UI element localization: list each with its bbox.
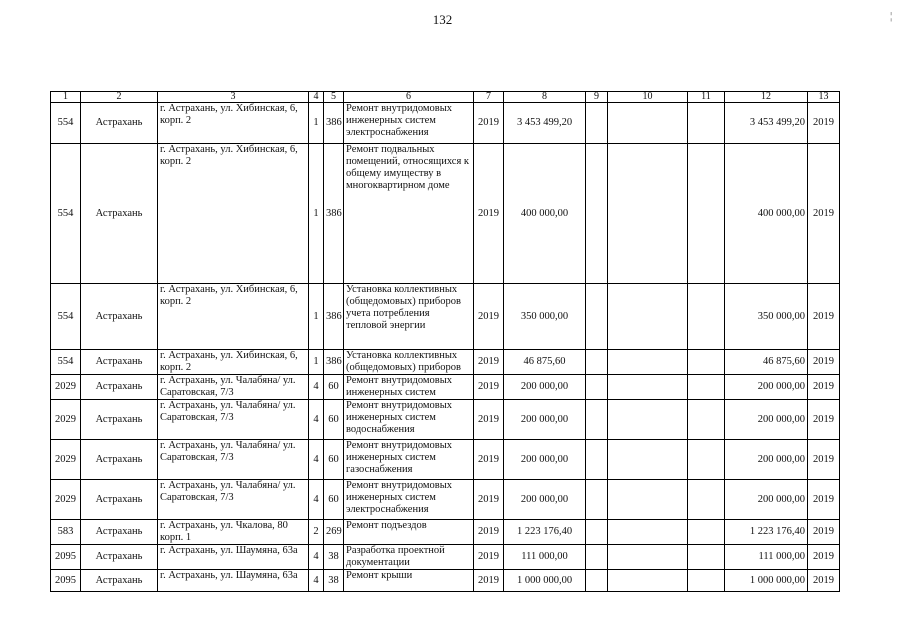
cell-apartments: 269 [324,520,344,545]
cell-col11 [688,103,725,144]
cell-number: 583 [51,520,81,545]
cell-city: Астрахань [81,144,158,284]
cell-year: 2019 [474,480,504,520]
cell-address: г. Астрахань, ул. Хибинская, 6, корп. 2 [158,284,309,350]
cell-total: 350 000,00 [725,284,808,350]
cell-address: г. Астрахань, ул. Чалабяна/ ул. Саратовская, 7/3 [158,480,309,520]
cell-col11 [688,375,725,400]
cell-address: г. Астрахань, ул. Чалабяна/ ул. Саратовская, 7/3 [158,400,309,440]
cell-number: 2029 [51,375,81,400]
cell-city: Астрахань [81,400,158,440]
cell-col11 [688,520,725,545]
cell-apartments: 386 [324,350,344,375]
cell-col11 [688,350,725,375]
cell-col9 [586,400,608,440]
cell-col11 [688,480,725,520]
cell-col10 [608,545,688,570]
cell-period: 2019 [808,440,840,480]
cell-cost: 350 000,00 [504,284,586,350]
cell-address: г. Астрахань, ул. Чалабяна/ ул. Саратовская, 7/3 [158,375,309,400]
table-row [51,350,840,375]
page-number: 132 [432,12,453,27]
cell-city: Астрахань [81,570,158,592]
table-row [51,480,840,520]
cell-address: г. Астрахань, ул. Хибинская, 6, корп. 2 [158,144,309,284]
cell-number: 2029 [51,400,81,440]
cell-floors: 1 [309,144,324,284]
cell-col9 [586,570,608,592]
cell-number: 2029 [51,480,81,520]
cell-apartments: 38 [324,570,344,592]
table-row [51,103,840,144]
cell-total: 200 000,00 [725,480,808,520]
table-row [51,400,840,440]
cell-total: 111 000,00 [725,545,808,570]
cell-work-type: Ремонт крыши [344,570,474,592]
cell-col9 [586,350,608,375]
cell-number: 554 [51,144,81,284]
cell-floors: 4 [309,480,324,520]
cell-year: 2019 [474,350,504,375]
cell-col11 [688,284,725,350]
cell-col9 [586,144,608,284]
cell-col10 [608,520,688,545]
cell-cost: 200 000,00 [504,375,586,400]
table-row [51,144,840,284]
cell-floors: 4 [309,375,324,400]
cell-floors: 1 [309,284,324,350]
cell-year: 2019 [474,440,504,480]
cell-apartments: 60 [324,400,344,440]
cell-number: 2095 [51,545,81,570]
cell-work-type: Ремонт внутридомовых инженерных систем электроснабжения [344,480,474,520]
cell-work-type: Разработка проектной документации [344,545,474,570]
header-cell: 13 [808,92,840,103]
cell-floors: 1 [309,350,324,375]
header-cell: 3 [158,92,309,103]
cell-city: Астрахань [81,480,158,520]
header-cell: 12 [725,92,808,103]
header-cell: 9 [586,92,608,103]
cell-col9 [586,284,608,350]
cell-col11 [688,545,725,570]
cell-col11 [688,400,725,440]
header-cell: 2 [81,92,158,103]
cell-apartments: 386 [324,144,344,284]
table-row [51,440,840,480]
cell-address: г. Астрахань, ул. Чалабяна/ ул. Саратовская, 7/3 [158,440,309,480]
cell-cost: 111 000,00 [504,545,586,570]
cell-total: 200 000,00 [725,440,808,480]
cell-period: 2019 [808,570,840,592]
corner-mark: ¦ [890,10,893,22]
cell-address: г. Астрахань, ул. Хибинская, 6, корп. 2 [158,350,309,375]
cell-col10 [608,284,688,350]
cell-address: г. Астрахань, ул. Шаумяна, 63а [158,570,309,592]
cell-work-type: Ремонт внутридомовых инженерных систем [344,375,474,400]
header-cell: 11 [688,92,725,103]
cell-year: 2019 [474,400,504,440]
cell-col11 [688,570,725,592]
cell-col9 [586,103,608,144]
cell-apartments: 60 [324,480,344,520]
cell-col9 [586,545,608,570]
cell-apartments: 386 [324,284,344,350]
cell-year: 2019 [474,570,504,592]
cell-city: Астрахань [81,350,158,375]
cell-period: 2019 [808,375,840,400]
cell-period: 2019 [808,350,840,375]
cell-cost: 200 000,00 [504,480,586,520]
cell-address: г. Астрахань, ул. Чкалова, 80 корп. 1 [158,520,309,545]
cell-cost: 46 875,60 [504,350,586,375]
table-row [51,375,840,400]
cell-period: 2019 [808,284,840,350]
cell-col10 [608,350,688,375]
cell-total: 200 000,00 [725,400,808,440]
cell-city: Астрахань [81,520,158,545]
cell-col10 [608,480,688,520]
cell-city: Астрахань [81,375,158,400]
cell-number: 2095 [51,570,81,592]
cell-apartments: 386 [324,103,344,144]
cell-number: 554 [51,284,81,350]
capital-repair-table [50,91,840,592]
cell-work-type: Ремонт внутридомовых инженерных систем водоснабжения [344,400,474,440]
cell-col9 [586,375,608,400]
cell-number: 554 [51,103,81,144]
cell-cost: 400 000,00 [504,144,586,284]
cell-col10 [608,400,688,440]
cell-work-type: Ремонт подвальных помещений, относящихся к общему имуществу в многоквартирном доме [344,144,474,284]
cell-total: 200 000,00 [725,375,808,400]
table-row [51,520,840,545]
header-cell: 6 [344,92,474,103]
cell-col10 [608,103,688,144]
cell-total: 1 000 000,00 [725,570,808,592]
cell-year: 2019 [474,520,504,545]
cell-cost: 200 000,00 [504,400,586,440]
cell-number: 554 [51,350,81,375]
cell-work-type: Ремонт внутридомовых инженерных систем электроснабжения [344,103,474,144]
header-cell: 8 [504,92,586,103]
cell-total: 46 875,60 [725,350,808,375]
cell-city: Астрахань [81,103,158,144]
header-cell: 5 [324,92,344,103]
cell-number: 2029 [51,440,81,480]
cell-floors: 4 [309,570,324,592]
table-row [51,284,840,350]
cell-period: 2019 [808,545,840,570]
cell-period: 2019 [808,520,840,545]
table-row [51,545,840,570]
cell-cost: 3 453 499,20 [504,103,586,144]
cell-cost: 200 000,00 [504,440,586,480]
cell-work-type: Ремонт подъездов [344,520,474,545]
cell-col9 [586,440,608,480]
cell-col10 [608,375,688,400]
cell-col10 [608,440,688,480]
header-cell: 10 [608,92,688,103]
cell-floors: 4 [309,440,324,480]
cell-year: 2019 [474,375,504,400]
cell-total: 1 223 176,40 [725,520,808,545]
cell-year: 2019 [474,545,504,570]
header-row [51,92,840,103]
cell-period: 2019 [808,103,840,144]
cell-floors: 2 [309,520,324,545]
cell-floors: 4 [309,545,324,570]
cell-total: 400 000,00 [725,144,808,284]
cell-floors: 1 [309,103,324,144]
cell-cost: 1 000 000,00 [504,570,586,592]
cell-work-type: Установка коллективных (общедомовых) приборов учета потребления тепловой энергии [344,284,474,350]
table-row [51,570,840,592]
cell-total: 3 453 499,20 [725,103,808,144]
cell-city: Астрахань [81,284,158,350]
cell-work-type: Ремонт внутридомовых инженерных систем газоснабжения [344,440,474,480]
cell-address: г. Астрахань, ул. Шаумяна, 63а [158,545,309,570]
cell-city: Астрахань [81,440,158,480]
cell-work-type: Установка коллективных (общедомовых) приборов [344,350,474,375]
cell-col9 [586,480,608,520]
cell-year: 2019 [474,103,504,144]
cell-apartments: 38 [324,545,344,570]
cell-col11 [688,440,725,480]
header-cell: 1 [51,92,81,103]
cell-col9 [586,520,608,545]
cell-floors: 4 [309,400,324,440]
cell-year: 2019 [474,144,504,284]
header-cell: 7 [474,92,504,103]
cell-col11 [688,144,725,284]
cell-period: 2019 [808,144,840,284]
cell-year: 2019 [474,284,504,350]
cell-address: г. Астрахань, ул. Хибинская, 6, корп. 2 [158,103,309,144]
cell-cost: 1 223 176,40 [504,520,586,545]
cell-apartments: 60 [324,375,344,400]
cell-col10 [608,570,688,592]
cell-period: 2019 [808,400,840,440]
cell-period: 2019 [808,480,840,520]
cell-apartments: 60 [324,440,344,480]
cell-col10 [608,144,688,284]
cell-city: Астрахань [81,545,158,570]
header-cell: 4 [309,92,324,103]
